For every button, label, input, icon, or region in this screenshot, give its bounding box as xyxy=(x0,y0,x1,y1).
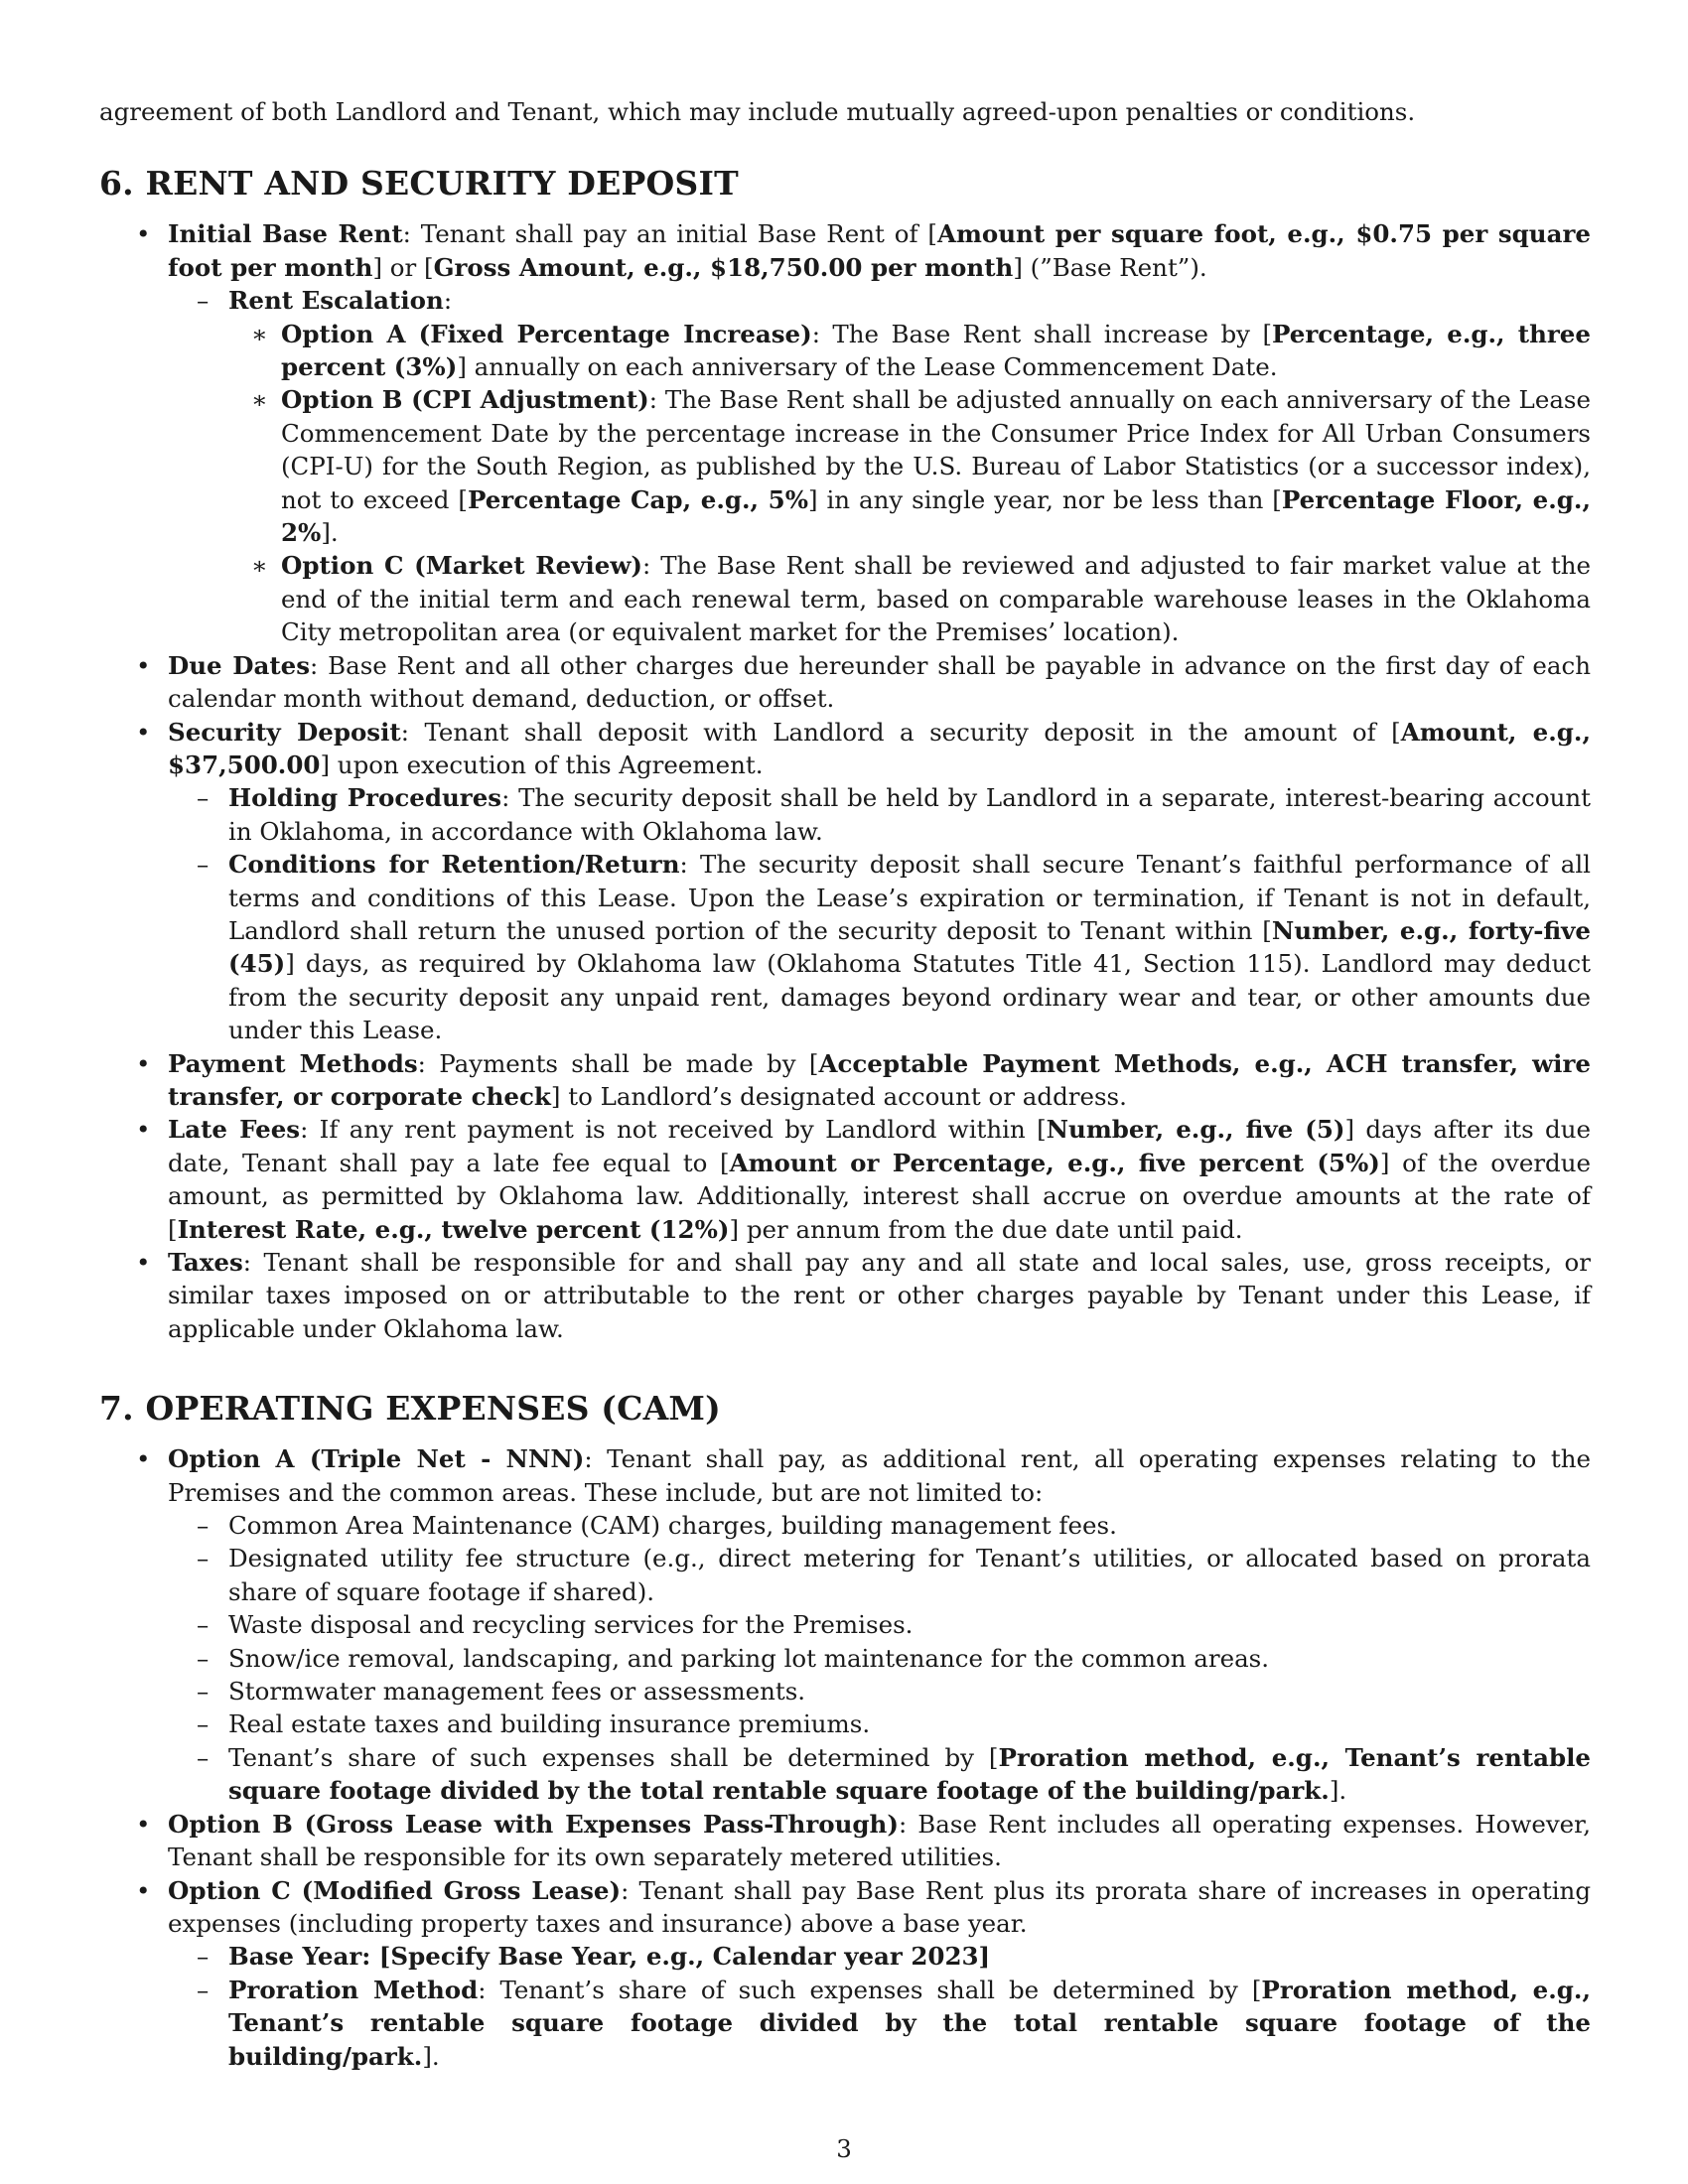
list-item: – Stormwater management fees or assessments. xyxy=(168,1675,1591,1707)
tenant-share-text: ]. xyxy=(1329,1776,1347,1806)
security-deposit-text: ] upon execution of this Agreement. xyxy=(320,750,764,779)
holding-procedures-label: Holding Procedures xyxy=(228,783,502,813)
base-rent-item xyxy=(99,217,1591,648)
option-b-text: ]. xyxy=(321,518,339,548)
option-c-text: : The Base Rent shall be reviewed and adjusted to fair market value at the end of the initial term and each renewal term, based on comparable warehouse leases in the Oklahoma City metropolitan area (or equivalent market for the Premises’ location). xyxy=(281,551,1591,647)
rent-escalation-list xyxy=(168,284,1591,648)
proration-method-text: : Tenant’s share of such expenses shall be determined by [ xyxy=(478,1975,1262,2004)
option-b-label: Option B (CPI Adjustment) xyxy=(281,385,649,415)
option-b-text: ] in any single year, nor be less than [ xyxy=(808,484,1282,514)
late-fees-placeholder-amount: Amount or Percentage, e.g., five percent (5%) xyxy=(729,1148,1380,1177)
base-rent-text: ] (”Base Rent”). xyxy=(1013,252,1207,282)
late-fees-item xyxy=(99,1113,1591,1246)
cam-option-a-item xyxy=(99,1442,1591,1807)
cam-option-c-text: : Tenant shall pay Base Rent plus its prorata share of increases in operating expenses (including property taxes and insurance) above a base year. xyxy=(168,1875,1592,1938)
cam-option-c-item xyxy=(99,1874,1591,2073)
section-7-list xyxy=(99,1442,1591,2073)
escalation-options xyxy=(228,318,1591,649)
due-dates-label: Due Dates xyxy=(168,650,311,680)
retention-return-item xyxy=(168,848,1591,1046)
retention-return-text: ] days, as required by Oklahoma law (Oklahoma Statutes Title 41, Section 115). Landlord may deduct from the security deposit any unpaid rent, damages beyond ordinary wear and tear, or other amounts due under this Lease. xyxy=(228,949,1591,1045)
cam-option-c-sublist xyxy=(168,1940,1591,2073)
base-year-text: ] xyxy=(978,1942,991,1972)
section-6-list xyxy=(99,217,1591,1345)
option-b-placeholder-cap: Percentage Cap, e.g., 5% xyxy=(467,484,808,514)
security-deposit-placeholder: Amount, e.g., $37,500.00 xyxy=(168,717,1591,779)
option-a-label: Option A (Fixed Percentage Increase) xyxy=(281,319,812,348)
section-7-heading: 7. OPERATING EXPENSES (CAM) xyxy=(99,1389,721,1429)
proration-method-label: Proration Method xyxy=(228,1975,479,2004)
late-fees-placeholder-interest: Interest Rate, e.g., twelve percent (12%) xyxy=(177,1214,730,1244)
page-number: 3 xyxy=(836,2134,852,2163)
taxes-label: Taxes xyxy=(168,1248,243,1277)
tenant-share-text: Tenant’s share of such expenses shall be determined by [ xyxy=(228,1742,999,1772)
escalation-option-b xyxy=(228,383,1591,549)
list-item: – Designated utility fee structure (e.g., direct metering for Tenant’s utilities, or allocated based on prorata share of square footage if shared). xyxy=(168,1542,1591,1608)
late-fees-placeholder-days: Number, e.g., five (5) xyxy=(1046,1115,1345,1145)
list-item: – Real estate taxes and building insurance premiums. xyxy=(168,1707,1591,1740)
base-year-text: : [ xyxy=(361,1942,391,1972)
holding-procedures-item xyxy=(168,781,1591,848)
late-fees-text: ] days after its due date, Tenant shall pay a late fee equal to [ xyxy=(168,1115,1591,1177)
payment-methods-item xyxy=(99,1047,1591,1114)
option-a-text: : The Base Rent shall increase by [ xyxy=(811,319,1273,348)
security-deposit-sublist xyxy=(168,781,1591,1046)
retention-return-placeholder: Number, e.g., forty-five (45) xyxy=(228,915,1591,979)
payment-methods-label: Payment Methods xyxy=(168,1048,418,1078)
retention-return-text: : The security deposit shall secure Tenant’s faithful performance of all terms and conditions of this Lease. Upon the Lease’s expiration or termination, if Tenant is not in default, Landlord shall return the unused portion of the security deposit to Tenant within [ xyxy=(228,850,1591,945)
cam-option-a-label: Option A (Triple Net - NNN) xyxy=(168,1444,585,1474)
escalation-option-c xyxy=(228,549,1591,648)
taxes-item xyxy=(99,1246,1591,1345)
base-rent-text: : Tenant shall pay an initial Base Rent of [ xyxy=(402,219,937,249)
proration-method-text: ]. xyxy=(422,2041,440,2071)
taxes-text: : Tenant shall be responsible for and shall pay any and all state and local sales, use, gross receipts, or similar taxes imposed on or attributable to the rent or other charges payable by Tenant under this Lease, if applicable under Oklahoma law. xyxy=(168,1248,1591,1343)
cam-option-b-item xyxy=(99,1808,1591,1874)
security-deposit-item xyxy=(99,716,1591,1047)
cam-option-b-label: Option B (Gross Lease with Expenses Pass-Through) xyxy=(168,1809,899,1839)
holding-procedures-text: : The security deposit shall be held by Landlord in a separate, interest-bearing account in Oklahoma, in accordance with Oklahoma law. xyxy=(228,783,1591,846)
rent-escalation-colon: : xyxy=(443,286,453,316)
base-rent-text: ] or [ xyxy=(372,252,434,282)
carryover-text: agreement of both Landlord and Tenant, which may include mutually agreed-upon penalties or conditions. xyxy=(99,97,1416,126)
late-fees-text: ] per annum from the due date until paid. xyxy=(729,1214,1243,1244)
security-deposit-label: Security Deposit xyxy=(168,717,401,747)
retention-return-label: Conditions for Retention/Return xyxy=(228,850,680,880)
option-a-text: ] annually on each anniversary of the Lease Commencement Date. xyxy=(457,352,1278,382)
tenant-share-item xyxy=(168,1741,1591,1808)
tenant-share-placeholder: Proration method, e.g., Tenant’s rentable square footage divided by the total rentable square footage of the building/park. xyxy=(228,1742,1591,1806)
rent-escalation-label: Rent Escalation xyxy=(228,286,444,316)
escalation-option-a xyxy=(228,318,1591,384)
proration-method-placeholder: Proration method, e.g., Tenant’s rentable square footage divided by the total rentable square footage of the building/park. xyxy=(228,1975,1591,2071)
cam-option-c-label: Option C (Modified Gross Lease) xyxy=(168,1875,622,1905)
security-deposit-text: : Tenant shall deposit with Landlord a security deposit in the amount of [ xyxy=(400,717,1401,747)
cam-option-a-sublist xyxy=(168,1509,1591,1808)
base-rent-label: Initial Base Rent xyxy=(168,219,403,249)
due-dates-item xyxy=(99,649,1591,716)
base-rent-placeholder-2: Gross Amount, e.g., $18,750.00 per month xyxy=(433,252,1014,282)
list-item: – Snow/ice removal, landscaping, and parking lot maintenance for the common areas. xyxy=(168,1642,1591,1675)
option-c-label: Option C (Market Review) xyxy=(281,551,642,581)
late-fees-text: : If any rent payment is not received by Landlord within [ xyxy=(300,1115,1047,1145)
cam-option-a-text: : Tenant shall pay, as additional rent, all operating expenses relating to the Premises and the common areas. These include, but are not limited to: xyxy=(168,1444,1591,1507)
late-fees-text: ] of the overdue amount, as permitted by Oklahoma law. Additionally, interest shall accrue on overdue amounts at the rate of [ xyxy=(168,1148,1591,1244)
cam-option-b-text: : Base Rent includes all operating expenses. However, Tenant shall be responsible for its own separately metered utilities. xyxy=(168,1809,1591,1872)
late-fees-label: Late Fees xyxy=(168,1115,301,1145)
option-b-placeholder-floor: Percentage Floor, e.g., 2% xyxy=(281,484,1591,548)
payment-methods-text: : Payments shall be made by [ xyxy=(417,1048,819,1078)
payment-methods-placeholder: Acceptable Payment Methods, e.g., ACH transfer, wire transfer, or corporate check xyxy=(168,1048,1591,1111)
document-page xyxy=(99,95,1591,2073)
option-b-text: : The Base Rent shall be adjusted annually on each anniversary of the Lease Commencement Date by the percentage increase in the Consumer Price Index for All Urban Consumers (CPI-U) for the South Region, as published by the U.S. Bureau of Labor Statistics (or a successor index), not to exceed [ xyxy=(281,385,1591,514)
section-6-heading: 6. RENT AND SECURITY DEPOSIT xyxy=(99,164,739,204)
due-dates-text: : Base Rent and all other charges due hereunder shall be payable in advance on the first day of each calendar month without demand, deduction, or offset. xyxy=(168,650,1591,714)
proration-method-item xyxy=(168,1974,1591,2073)
base-year-item xyxy=(168,1940,1591,1973)
payment-methods-text: ] to Landlord’s designated account or address. xyxy=(550,1081,1127,1111)
rent-escalation-item xyxy=(168,284,1591,648)
list-item: – Common Area Maintenance (CAM) charges, building management fees. xyxy=(168,1509,1591,1542)
base-rent-placeholder-1: Amount per square foot, e.g., $0.75 per square foot per month xyxy=(168,219,1591,282)
list-item: – Waste disposal and recycling services for the Premises. xyxy=(168,1608,1591,1641)
base-year-label: Base Year xyxy=(228,1942,362,1972)
base-year-placeholder: Specify Base Year, e.g., Calendar year 2023 xyxy=(390,1942,979,1972)
option-a-placeholder: Percentage, e.g., three percent (3%) xyxy=(281,319,1591,382)
